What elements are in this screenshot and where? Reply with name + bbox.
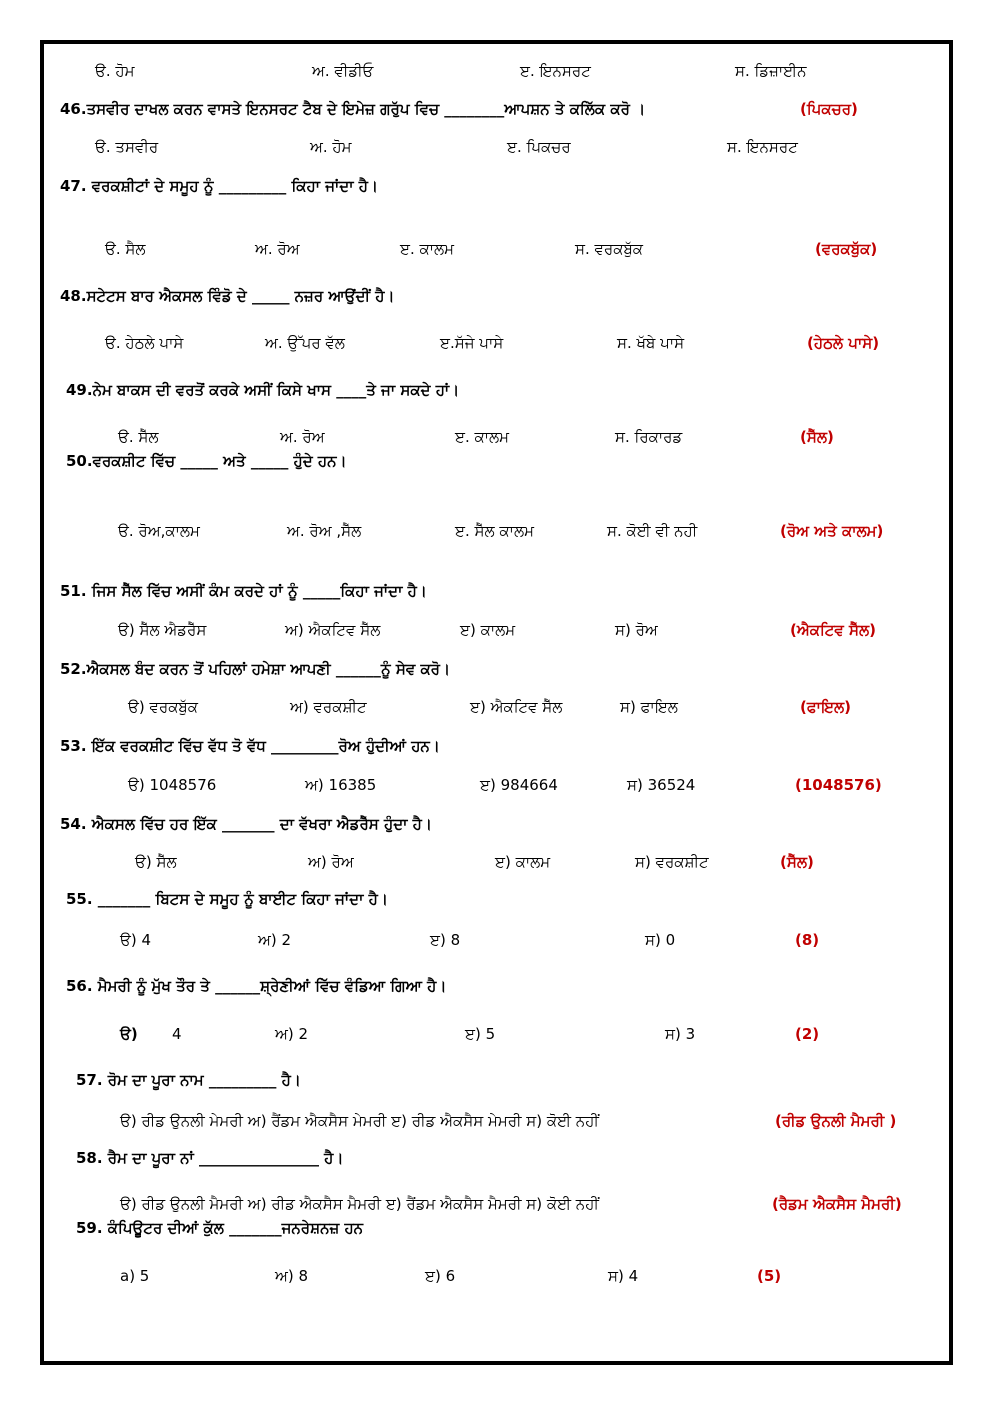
q53-option-c: ੲ) 984664 [480,776,558,794]
q54-option-c: ੲ) ਕਾਲਮ [495,853,551,871]
q47-option-c: ੲ. ਕਾਲਮ [400,240,455,258]
answer-59: (5) [757,1267,782,1285]
q48-option-c: ੲ.ਸੱਜੇ ਪਾਸੇ [440,334,504,352]
q49-option-d: ਸ. ਰਿਕਾਰਡ [615,428,683,446]
q55-option-b: ਅ) 2 [258,931,292,949]
q59-option-b: ਅ) 8 [275,1267,309,1285]
question-56: 56. ਮੈਮਰੀ ਨੂੰ ਮੁੱਖ ਤੌਰ ਤੇ ______ਸ਼੍ਰੇਣੀਆਂ ਵਿੱਚ ਵੰਡਿਆ ਗਿਆ ਹੈ। [66,977,447,995]
question-57: 57. ਰੋਮ ਦਾ ਪੂਰਾ ਨਾਮ _________ ਹੈ। [76,1071,301,1089]
q56-option-b: ਅ) 2 [275,1025,309,1043]
question-49: 49.ਨੇਮ ਬਾਕਸ ਦੀ ਵਰਤੋਂ ਕਰਕੇ ਅਸੀਂ ਕਿਸੇ ਖਾਸ ____ਤੇ ਜਾ ਸਕਦੇ ਹਾਂ। [66,381,460,399]
q54-option-b: ਅ) ਰੋਅ [308,853,354,871]
answer-49: (ਸੈੱਲ) [800,428,834,446]
q45-option-c: ੲ. ਇਨਸਰਟ [520,62,591,80]
answer-58: (ਰੈਡਮ ਐਕਸੈਸ ਮੈਮਰੀ) [772,1195,902,1213]
q59-option-a: a) 5 [120,1267,150,1285]
question-48: 48.ਸਟੇਟਸ ਬਾਰ ਐਕਸਲ ਵਿੰਡੋ ਦੇ _____ ਨਜ਼ਰ ਆਉਂਦੀਂ ਹੈ। [60,287,395,305]
q54-option-d: ਸ) ਵਰਕਸ਼ੀਟ [635,853,709,871]
q52-option-c: ੲ) ਐਕਟਿਵ ਸੈੱਲ [470,698,563,716]
q56-option-d: ਸ) 3 [665,1025,696,1043]
answer-46: (ਪਿਕਚਰ) [800,100,858,118]
q54-option-a: ੳ) ਸੈੱਲ [135,853,177,871]
question-53: 53. ਇੱਕ ਵਰਕਸ਼ੀਟ ਵਿੱਚ ਵੱਧ ਤੋ ਵੱਧ _________ਰੋਅ ਹੁੰਦੀਆਂ ਹਨ। [60,737,440,755]
answer-50: (ਰੋਅ ਅਤੇ ਕਾਲਮ) [780,522,884,540]
q51-option-d: ਸ) ਰੋਅ [615,621,658,639]
q56-option-a: 4 [172,1025,182,1043]
q51-option-c: ੲ) ਕਾਲਮ [460,621,516,639]
q50-option-b: ਅ. ਰੋਅ ,ਸੈੱਲ [287,522,362,540]
q50-option-a: ੳ. ਰੋਅ,ਕਾਲਮ [118,522,200,540]
question-55: 55. _______ ਬਿਟਸ ਦੇ ਸਮੂਹ ਨੂੰ ਬਾਈਟ ਕਿਹਾ ਜਾਂਦਾ ਹੈ। [66,890,388,908]
answer-57: (ਰੀਡ ਉਨਲੀ ਮੈਮਰੀ ) [775,1112,897,1130]
answer-48: (ਹੇਠਲੇ ਪਾਸੇ) [807,334,880,352]
question-59: 59. ਕੰਪਿਊਟਰ ਦੀਆਂ ਕੁੱਲ _______ਜਨਰੇਸ਼ਨਜ਼ ਹਨ [76,1219,364,1237]
q47-option-d: ਸ. ਵਰਕਬੁੱਕ [575,240,644,258]
q57-options: ੳ) ਰੀਡ ਉਨਲੀ ਮੇਮਰੀ ਅ) ਰੈਂਡਮ ਐਕਸੈਸ ਮੇਮਰੀ ੲ) ਰੀਡ ਐਕਸੈਸ ਮੇਮਰੀ ਸ) ਕੋਈ ਨਹੀਂ [120,1112,599,1130]
q46-option-c: ੲ. ਪਿਕਚਰ [507,138,571,156]
answer-54: (ਸੈੱਲ) [780,853,814,871]
q45-option-a: ੳ. ਹੋਮ [95,62,135,80]
q53-option-a: ੳ) 1048576 [128,776,217,794]
answer-52: (ਫਾਇਲ) [800,698,851,716]
q49-option-c: ੲ. ਕਾਲਮ [455,428,510,446]
question-46: 46.ਤਸਵੀਰ ਦਾਖਲ ਕਰਨ ਵਾਸਤੇ ਇਨਸਰਟ ਟੈਬ ਦੇ ਇਮੇਜ਼ ਗਰੁੱਪ ਵਿਚ ________ਆਪਸ਼ਨ ਤੇ ਕਲਿੱਕ ਕਰੋ । [60,100,646,118]
q55-option-d: ਸ) 0 [645,931,676,949]
q56-option-c: ੲ) 5 [465,1025,496,1043]
q48-option-d: ਸ. ਖੱਬੇ ਪਾਸੇ [617,334,685,352]
answer-56: (2) [795,1025,820,1043]
q59-option-c: ੲ) 6 [425,1267,456,1285]
answer-47: (ਵਰਕਬੁੱਕ) [815,240,878,258]
q55-option-c: ੲ) 8 [430,931,461,949]
question-50: 50.ਵਰਕਸ਼ੀਟ ਵਿੱਚ _____ ਅਤੇ _____ ਹੁੰਦੇ ਹਨ। [66,452,347,470]
q53-option-d: ਸ) 36524 [627,776,696,794]
q51-option-b: ਅ) ਐਕਟਿਵ ਸੈੱਲ [285,621,381,639]
q49-option-b: ਅ. ਰੋਅ [280,428,325,446]
q47-option-b: ਅ. ਰੋਅ [255,240,300,258]
q51-option-a: ੳ) ਸੈੱਲ ਐਡਰੈੱਸ [118,621,207,639]
q52-option-a: ੳ) ਵਰਕਬੁੱਕ [128,698,199,716]
question-54: 54. ਐਕਸਲ ਵਿੱਚ ਹਰ ਇੱਕ _______ ਦਾ ਵੱਖਰਾ ਐਡਰੈੱਸ ਹੁੰਦਾ ਹੈ। [60,815,432,833]
q46-option-a: ੳ. ਤਸਵੀਰ [95,138,159,156]
q46-option-d: ਸ. ਇਨਸਰਟ [727,138,798,156]
q48-option-b: ਅ. ਉੱਪਰ ਵੱਲ [265,334,345,352]
q48-option-a: ੳ. ਹੇਠਲੇ ਪਾਸੇ [105,334,184,352]
q47-option-a: ੳ. ਸੈਲ [105,240,146,258]
question-51: 51. ਜਿਸ ਸੈੱਲ ਵਿੱਚ ਅਸੀਂ ਕੰਮ ਕਰਦੇ ਹਾਂ ਨੂੰ _____ਕਿਹਾ ਜਾਂਦਾ ਹੈ। [60,582,427,600]
q50-option-c: ੲ. ਸੈੱਲ ਕਾਲਮ [455,522,534,540]
q50-option-d: ਸ. ਕੋਈ ਵੀ ਨਹੀ [607,522,698,540]
q46-option-b: ਅ. ਹੋਮ [310,138,352,156]
answer-55: (8) [795,931,820,949]
q53-option-b: ਅ) 16385 [305,776,377,794]
q52-option-d: ਸ) ਫਾਇਲ [620,698,678,716]
q58-options: ੳ) ਰੀਡ ਉਨਲੀ ਮੈਮਰੀ ਅ) ਰੀਡ ਐਕਸੈਸ ਮੈਮਰੀ ੲ) ਰੈਂਡਮ ਐਕਸੈਸ ਮੈਮਰੀ ਸ) ਕੋਈ ਨਹੀਂ [120,1195,599,1213]
answer-53: (1048576) [795,776,882,794]
q52-option-b: ਅ) ਵਰਕਸ਼ੀਟ [290,698,367,716]
q49-option-a: ੳ. ਸੈੱਲ [118,428,159,446]
q56-option-a-label: ੳ) [120,1025,138,1043]
answer-51: (ਐਕਟਿਵ ਸੈੱਲ) [790,621,876,639]
q59-option-d: ਸ) 4 [608,1267,639,1285]
question-58: 58. ਰੈਮ ਦਾ ਪੂਰਾ ਨਾਂ ________________ ਹੈ। [76,1149,344,1167]
q45-option-d: ਸ. ਡਿਜ਼ਾਈਨ [735,62,807,80]
question-47: 47. ਵਰਕਸ਼ੀਟਾਂ ਦੇ ਸਮੂਹ ਨੂੰ _________ ਕਿਹਾ ਜਾਂਦਾ ਹੈ। [60,177,379,195]
question-52: 52.ਐਕਸਲ ਬੰਦ ਕਰਨ ਤੋਂ ਪਹਿਲਾਂ ਹਮੇਸ਼ਾ ਆਪਣੀ ______ਨੂੰ ਸੇਵ ਕਰੋ। [60,660,451,678]
q55-option-a: ੳ) 4 [120,931,152,949]
q45-option-b: ਅ. ਵੀਡੀਓ [312,62,374,80]
